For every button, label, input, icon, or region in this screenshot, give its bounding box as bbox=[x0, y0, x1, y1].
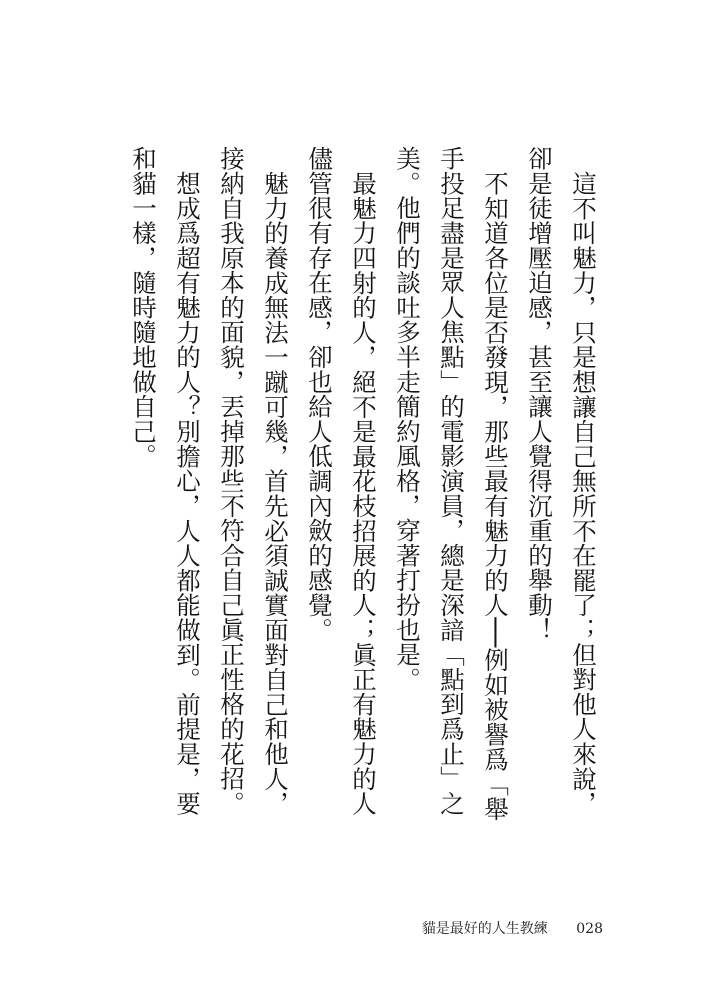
paragraph-1: 這不叫魅力，只是想讓自己無所不在罷了；但對他人來說，卻是徒增壓迫感，甚至讓人覺得沉重的舉動！ bbox=[525, 146, 598, 816]
vertical-text-body bbox=[121, 146, 605, 836]
paragraph-3: 最魅力四射的人，絕不是最花枝招展的人；眞正有魅力的人儘管很有存在感，卻也給人低調內斂的感覺。 bbox=[305, 146, 378, 816]
page-number: 028 bbox=[576, 921, 603, 937]
paragraph-4: 魅力的養成無法一蹴可幾，首先必須誠實面對自己和他人，接納自我原本的面貌，丟掉那些不符合自己眞正性格的花招。 bbox=[217, 146, 290, 816]
running-title: 貓是最好的人生教練 bbox=[421, 921, 548, 937]
paragraph-5: 想成爲超有魅力的人？別擔心，人人都能做到。前提是，要和貓一樣，隨時隨地做自己。 bbox=[129, 146, 202, 816]
paragraph-2: 不知道各位是否發現，那些最有魅力的人──例如被譽爲「舉手投足盡是眾人焦點」的電影演員，總是深諳「點到爲止」之美。他們的談吐多半走簡約風格，穿著打扮也是。 bbox=[393, 146, 510, 821]
page-footer bbox=[422, 918, 603, 938]
